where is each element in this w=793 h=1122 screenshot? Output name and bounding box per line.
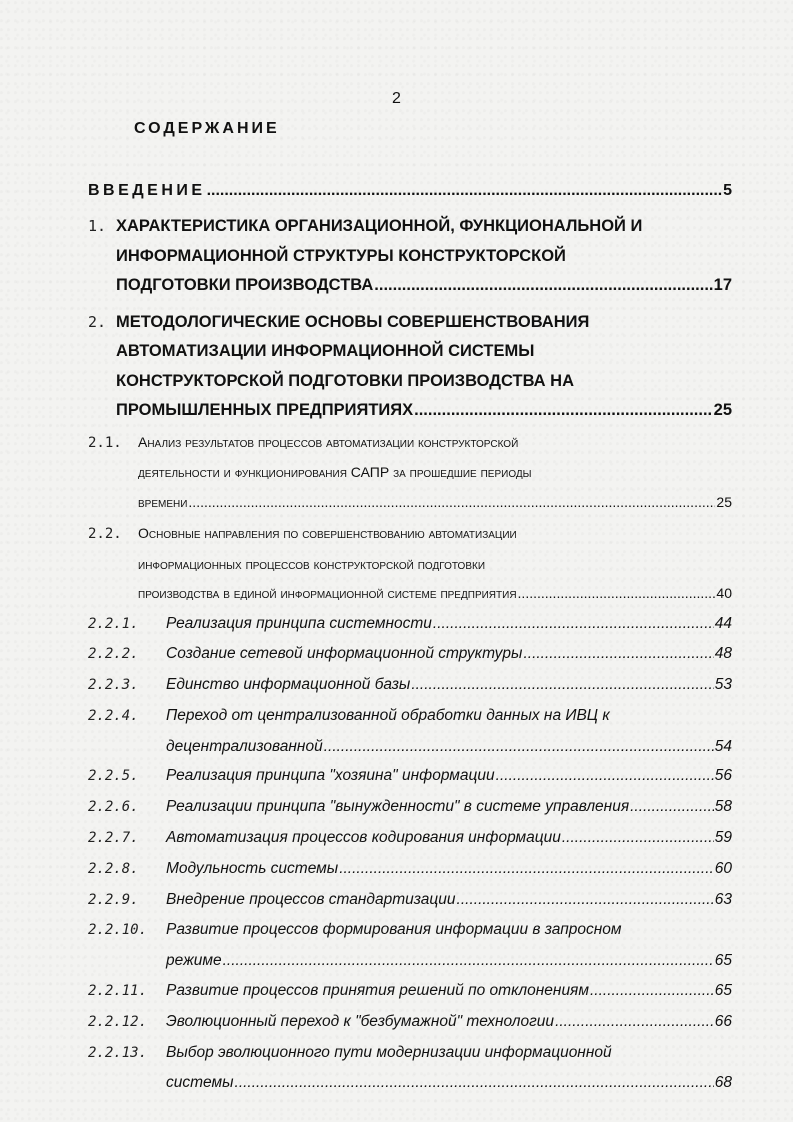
toc-entry-line	[88, 242, 732, 272]
toc-entry-title: Автоматизация процессов кодирования информации	[166, 829, 561, 847]
toc-entry	[88, 1038, 732, 1099]
toc-entry-title: Реализация принципа "хозяина" информации	[166, 767, 495, 785]
toc-leader-dots	[324, 732, 714, 762]
toc-entry-number: 2.2.1.	[88, 615, 139, 632]
toc-page-number: 68	[714, 1074, 732, 1092]
toc-title: СОДЕРЖАНИЕ	[134, 120, 280, 137]
toc-entry-title: Реализации принципа "вынужденности" в системе управления	[166, 798, 630, 816]
toc-entry-line	[88, 915, 732, 946]
toc-entry-line	[88, 428, 732, 459]
toc-entry-title: системы	[166, 1074, 234, 1092]
toc-page-number: 65	[714, 952, 732, 970]
toc-page-number: 63	[714, 890, 732, 908]
toc-entry-line	[88, 701, 732, 732]
toc-leader-dots	[562, 823, 714, 853]
toc-entry-line	[88, 271, 732, 301]
toc-entry-line	[88, 1038, 732, 1069]
toc-leader-dots	[630, 792, 714, 822]
toc-entry	[88, 915, 732, 976]
toc-entry-number: 2.2.	[88, 526, 122, 542]
toc-entry-number: 2.2.10.	[88, 922, 148, 939]
toc-entry-title: АВТОМАТИЗАЦИИ ИНФОРМАЦИОННОЙ СИСТЕМЫ	[116, 342, 535, 360]
toc-entry-line	[88, 670, 732, 701]
table-of-contents	[88, 176, 732, 1098]
toc-entry	[88, 1007, 732, 1038]
toc-leader-dots	[496, 761, 714, 791]
toc-leader-dots	[207, 176, 723, 205]
toc-entry-title: Единство информационной базы	[166, 676, 411, 694]
toc-entry-title: информационных процессов конструкторской подготовки	[138, 555, 486, 572]
toc-entry-title: ПОДГОТОВКИ ПРОИЗВОДСТВА	[116, 276, 374, 294]
toc-page-number: 56	[714, 767, 732, 785]
toc-entry-title: ВВЕДЕНИЕ	[88, 182, 206, 199]
toc-entry	[88, 176, 732, 205]
toc-entry-line	[88, 458, 732, 488]
toc-entry	[88, 761, 732, 792]
toc-entry	[88, 976, 732, 1007]
toc-entry-line	[88, 579, 732, 609]
toc-leader-dots	[457, 885, 714, 915]
toc-entry	[88, 519, 732, 609]
toc-leader-dots	[518, 579, 716, 609]
toc-entry	[88, 308, 732, 426]
toc-page-number: 54	[714, 737, 732, 755]
toc-page-number: 44	[714, 614, 732, 632]
toc-entry-title: Развитие процессов принятия решений по отклонениям	[166, 982, 589, 1000]
toc-entry-number: 2.2.12.	[88, 1013, 148, 1030]
toc-entry-title: Развитие процессов формирования информации в запросном	[166, 921, 622, 939]
toc-entry-title: Переход от централизованной обработки данных на ИВЦ к	[166, 706, 610, 724]
toc-leader-dots	[414, 396, 713, 426]
toc-entry-number: 2.2.6.	[88, 799, 139, 816]
toc-page-number: 48	[714, 645, 732, 663]
toc-entry-number: 2.2.2.	[88, 646, 139, 663]
toc-leader-dots	[411, 670, 713, 700]
toc-entry-number: 2.2.3.	[88, 677, 139, 694]
toc-entry-line	[88, 854, 732, 885]
toc-entry-number: 2.2.5.	[88, 768, 139, 785]
toc-entry-line	[88, 732, 732, 762]
toc-entry-title: ИНФОРМАЦИОННОЙ СТРУКТУРЫ КОНСТРУКТОРСКОЙ	[116, 246, 566, 265]
toc-entry-line	[88, 212, 732, 242]
toc-entry-title: деятельности и функционирования САПР за прошедшие периоды	[138, 464, 532, 480]
toc-entry-title: Выбор эволюционного пути модернизации информационной	[166, 1043, 612, 1061]
toc-page-number: 60	[714, 859, 732, 877]
toc-entry-title: производства в единой информационной системе предприятия	[138, 585, 517, 601]
toc-entry-line	[88, 550, 732, 580]
toc-entry-title: времени	[138, 493, 188, 510]
toc-entry-title: Модульность системы	[166, 859, 339, 877]
toc-entry-title: Эволюционный переход к "безбумажной" технологии	[166, 1012, 555, 1030]
toc-entry-title: Основные направления по совершенствованию автоматизации	[138, 525, 517, 541]
toc-entry-title: Анализ результатов процессов автоматизации конструкторской	[138, 433, 519, 450]
toc-entry-number: 2.2.7.	[88, 830, 139, 847]
toc-entry-line	[88, 976, 732, 1007]
toc-entry	[88, 885, 732, 916]
toc-leader-dots	[223, 946, 714, 976]
toc-leader-dots	[339, 854, 714, 884]
toc-entry-line	[88, 946, 732, 976]
toc-entry	[88, 639, 732, 670]
toc-entry-line	[88, 308, 732, 338]
toc-entry-line	[88, 609, 732, 640]
toc-entry-line	[88, 1007, 732, 1038]
toc-page-number: 66	[714, 1012, 732, 1030]
toc-entry-line	[88, 367, 732, 397]
toc-entry-line	[88, 761, 732, 792]
toc-leader-dots	[374, 271, 712, 301]
toc-entry-title: Реализация принципа системности	[166, 614, 432, 632]
toc-page-number: 59	[714, 829, 732, 847]
toc-entry-title: КОНСТРУКТОРСКОЙ ПОДГОТОВКИ ПРОИЗВОДСТВА НА	[116, 371, 574, 390]
toc-entry	[88, 792, 732, 823]
toc-entry-line	[88, 1068, 732, 1098]
toc-entry-line	[88, 885, 732, 916]
toc-page-number: 17	[713, 276, 732, 294]
toc-entry-title: Создание сетевой информационной структуры	[166, 645, 523, 663]
toc-entry-title: ХАРАКТЕРИСТИКА ОРГАНИЗАЦИОННОЙ, ФУНКЦИОНАЛЬНОЙ И	[116, 217, 643, 235]
toc-page-number: 5	[723, 182, 732, 199]
toc-leader-dots	[523, 639, 713, 669]
toc-page-number: 25	[716, 493, 732, 510]
toc-entry-title: МЕТОДОЛОГИЧЕСКИЕ ОСНОВЫ СОВЕРШЕНСТВОВАНИЯ	[116, 312, 590, 331]
toc-entry-number: 2.1.	[88, 434, 122, 451]
toc-entry	[88, 823, 732, 854]
toc-leader-dots	[590, 976, 714, 1006]
toc-entry-line	[88, 488, 732, 518]
toc-page-number: 65	[714, 982, 732, 1000]
toc-entry-number: 2.2.11.	[88, 983, 148, 1000]
toc-leader-dots	[188, 488, 715, 518]
toc-page-number: 58	[714, 798, 732, 816]
toc-page-number: 40	[716, 585, 732, 601]
toc-entry	[88, 701, 732, 762]
toc-entry-line	[88, 792, 732, 823]
toc-entry-number: 2.2.13.	[88, 1044, 148, 1061]
toc-entry-number: 2.2.9.	[88, 891, 139, 908]
toc-entry-title: режиме	[166, 952, 222, 970]
toc-entry-title: ПРОМЫШЛЕННЫХ ПРЕДПРИЯТИЯХ	[116, 401, 414, 419]
toc-entry-line	[88, 176, 732, 205]
toc-entry-line	[88, 396, 732, 426]
toc-page-number: 25	[713, 401, 732, 419]
page-number: 2	[392, 90, 401, 107]
toc-leader-dots	[235, 1068, 714, 1098]
toc-entry-line	[88, 519, 732, 550]
toc-entry-number: 2.	[88, 312, 107, 331]
toc-entry-line	[88, 639, 732, 670]
toc-leader-dots	[555, 1007, 714, 1037]
toc-leader-dots	[433, 609, 714, 639]
toc-entry	[88, 212, 732, 301]
toc-entry-number: 1.	[88, 217, 107, 235]
toc-entry	[88, 670, 732, 701]
toc-entry-number: 2.2.8.	[88, 860, 139, 877]
toc-entry-line	[88, 337, 732, 367]
toc-entry	[88, 428, 732, 518]
toc-entry-title: децентрализованной	[166, 737, 323, 755]
toc-entry-number: 2.2.4.	[88, 707, 139, 724]
toc-entry	[88, 609, 732, 640]
toc-entry	[88, 854, 732, 885]
toc-entry-title: Внедрение процессов стандартизации	[166, 890, 456, 908]
toc-entry-line	[88, 823, 732, 854]
toc-page-number: 53	[714, 676, 732, 694]
